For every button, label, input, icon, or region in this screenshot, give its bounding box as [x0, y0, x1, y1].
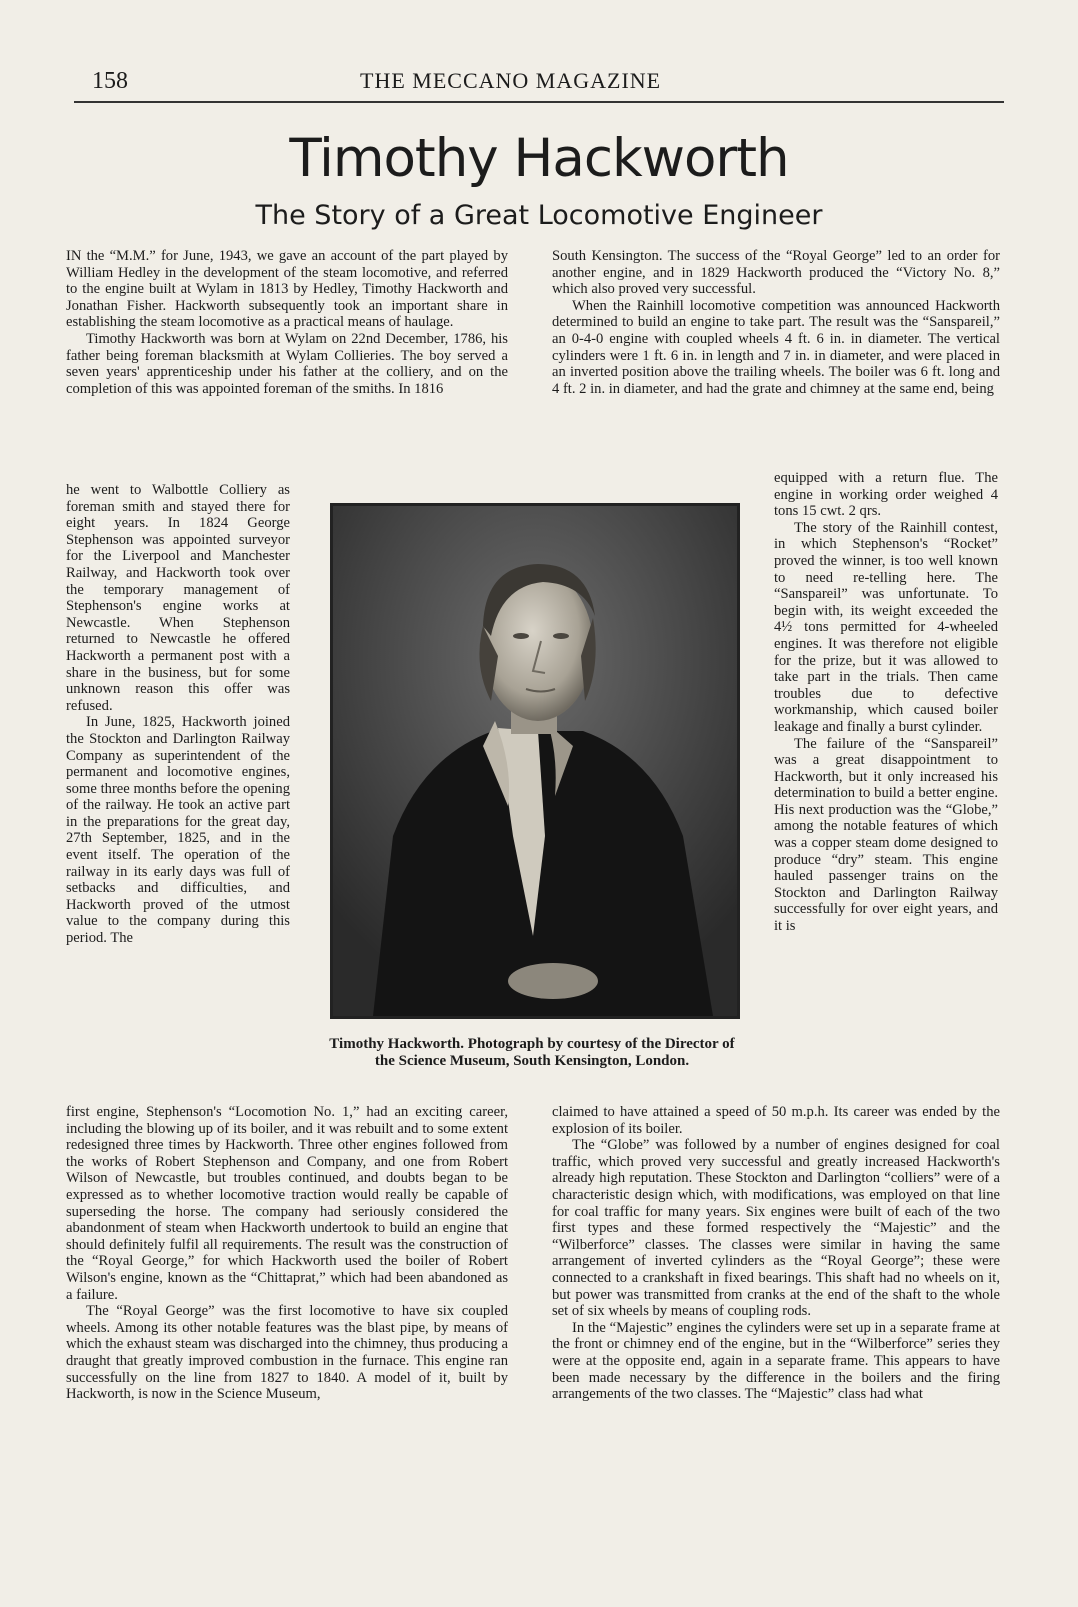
paragraph: claimed to have attained a speed of 50 m.p.h. Its career was ended by the explosion of its boiler. [552, 1104, 1000, 1137]
article-title: Timothy Hackworth [289, 128, 789, 189]
paragraph: The “Royal George” was the first locomotive to have six coupled wheels. Among its other notable features was the blast pipe, by means of which the exhaust steam was discharged into the chimney, thus producing a draught that greatly improved combustion in the furnace. This engine ran successfully on the line from 1827 to 1840. A model of it, built by Hackworth, is now in the Science Museum, [66, 1303, 508, 1403]
right-column-narrow [774, 470, 998, 935]
right-column-top [552, 248, 1000, 397]
paragraph: When the Rainhill locomotive competition was announced Hackworth determined to build an engine to take part. The result was the “Sanspareil,” an 0-4-0 engine with coupled wheels 4 ft. 6 in. in diameter. The vertical cylinders were 1 ft. 6 in. in length and 7 in. in diameter, and were placed in an inverted position above the trailing wheels. The boiler was 6 ft. long and 4 ft. 2 in. in diameter, and had the grate and chimney at the same end, being [552, 297, 1000, 397]
photo-caption: Timothy Hackworth. Photograph by courtesy of the Director of the Science Museum, South Kensington, London. [329, 1036, 735, 1069]
paragraph: The failure of the “Sanspareil” was a great disappointment to Hackworth, but it only increased his determination to build a better engine. His next production was the “Globe,” among the notable features of which was a copper steam dome designed to produce “dry” steam. This engine hauled passenger trains on the Stockton and Darlington Railway successfully for over eight years, and it is [774, 735, 998, 935]
paragraph: first engine, Stephenson's “Locomotion No. 1,” had an exciting career, including the blowing up of its boiler, and it was rebuilt and to some extent redesigned three times by Hackworth. Three other engines followed from the works of Robert Stephenson and Company, and one from Robert Wilson of Newcastle, but troubles continued, and doubts began to be expressed as to whether locomotive traction would really be capable of superseding the horse. The company had seriously considered the abandonment of steam when Hackworth undertook to build an engine that should definitely fulfil all requirements. The result was the construction of the “Royal George,” for which Hackworth used the boiler of Robert Wilson's engine, known as the “Chittaprat,” which had been abandoned as a failure. [66, 1104, 508, 1303]
paragraph: The story of the Rainhill contest, in which Stephenson's “Rocket” proved the winner, is too well known to need re-telling here. The “Sanspareil” was unfortunate. To begin with, its weight exceeded the 4½ tons permitted for 4-wheeled engines. It was therefore not eligible for the prize, but it was allowed to take part in the trials. Then came troubles due to defective workmanship, which caused boiler leakage and finally a burst cylinder. [774, 519, 998, 735]
magazine-title: THE MECCANO MAGAZINE [360, 68, 662, 93]
article-subtitle: The Story of a Great Locomotive Engineer [255, 200, 823, 231]
paragraph: he went to Walbottle Colliery as foreman smith and stayed there for eight years. In 1824 George Stephenson was appointed surveyor for the Liverpool and Manchester Railway, and Hackworth took over the temporary management of Stephenson's engine works at Newcastle. When Stephenson returned to Newcastle he offered Hackworth a permanent post with a share in the business, but for some unknown reason this offer was refused. [66, 482, 290, 714]
portrait-illustration [333, 506, 737, 1016]
left-column-top [66, 248, 508, 397]
paragraph: Timothy Hackworth was born at Wylam on 22nd December, 1786, his father being foreman blacksmith at Wylam Collieries. The boy served a seven years' apprenticeship under his father at the colliery, and on the completion of this was appointed foreman of the smiths. In 1816 [66, 330, 508, 397]
right-column-bottom [552, 1104, 1000, 1403]
paragraph: IN the “M.M.” for June, 1943, we gave an account of the part played by William Hedley in the development of the steam locomotive, and referred to the engine built at Wylam in 1813 by Hedley, Timothy Hackworth and Jonathan Fisher. Hackworth subsequently took an important share in establishing the steam locomotive as a practical means of haulage. [66, 248, 508, 331]
left-column-narrow [66, 482, 290, 947]
paragraph: In the “Majestic” engines the cylinders were set up in a separate frame at the front or chimney end of the engine, but in the “Wilberforce” series they were at the opposite end, again in a separate frame. This appears to have been made necessary by the difference in the boilers and the firing arrangements of the two classes. The “Majestic” class had what [552, 1319, 1000, 1403]
paragraph: South Kensington. The success of the “Royal George” led to an order for another engine, and in 1829 Hackworth produced the “Victory No. 8,” which also proved very successful. [552, 248, 1000, 298]
header-rule [74, 101, 1004, 103]
paragraph: In June, 1825, Hackworth joined the Stockton and Darlington Railway Company as superintendent of the permanent and locomotive engines, some three months before the opening of the railway. He took an active part in the preparations for the great day, 27th September, 1825, and in the event itself. The operation of the railway in its early days was full of setbacks and difficulties, and Hackworth proved of the utmost value to the company during this period. The [66, 714, 290, 947]
left-column-bottom [66, 1104, 508, 1403]
paragraph: The “Globe” was followed by a number of engines designed for coal traffic, which proved very successful and greatly increased Hackworth's already high reputation. These Stockton and Darlington “colliers” were of a characteristic design which, with modifications, was employed on that line for coal traffic for many years. Six engines were built of each of the two first types and these formed respectively the “Majestic” and the “Wilberforce” classes. The classes were similar in having the same arrangement of inverted cylinders as the “Royal George”; these were connected to a crankshaft in fixed bearings. This shaft had no wheels on it, but power was transmitted from cranks at the end of the shaft to the whole set of six wheels by means of coupling rods. [552, 1137, 1000, 1320]
paragraph: equipped with a return flue. The engine in working order weighed 4 tons 15 cwt. 2 qrs. [774, 470, 998, 520]
portrait-photo [330, 503, 740, 1019]
page-number: 158 [92, 68, 128, 94]
